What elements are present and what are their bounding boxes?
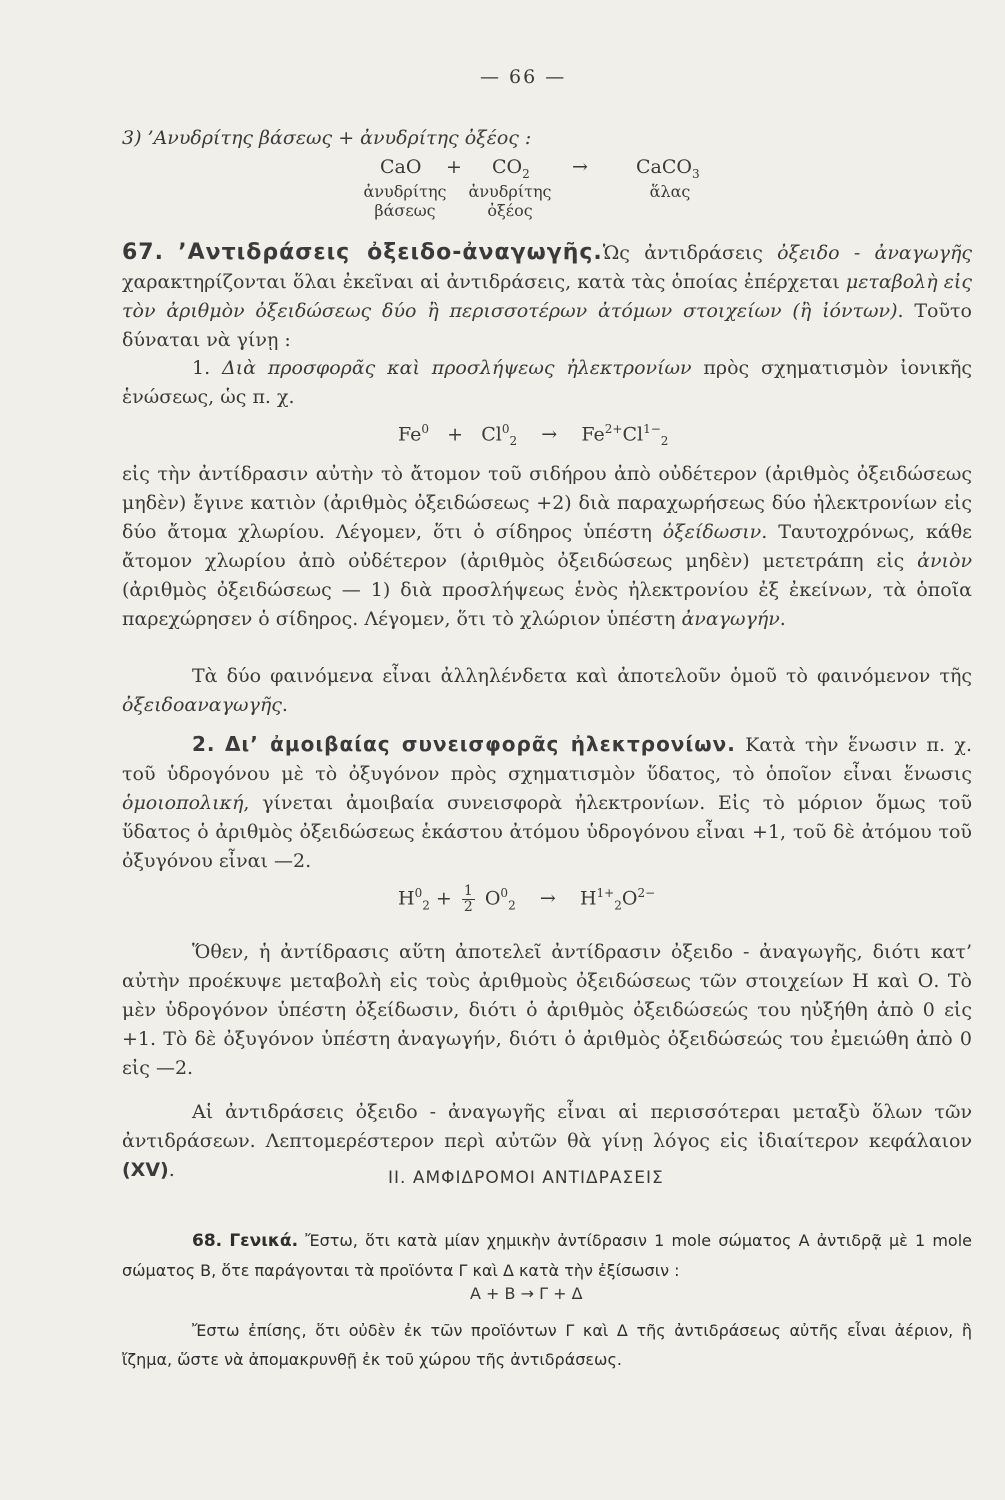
eq-caco3: CaCO$_3$ <box>636 156 700 181</box>
item2-title: Δι’ ἀμοιβαίας συνεισφορᾶς ἠλεκτρονίων. <box>224 732 736 756</box>
label-salt: ἅλας <box>649 182 691 201</box>
paragraph-oxidation: εἰς τὴν ἀντίδρασιν αὐτὴν τὸ ἄτομον τοῦ σιδήρου ἀπὸ οὐδέτερον (ἀριθμὸς ὀξειδώσεως μηδὲν) ἔγινε κατιὸν (ἀριθμὸς ὀξειδώσεως +2) διὰ παραχωρήσεως δύο ἠλεκτρονίων εἰς δύο ἄτομα χλωρίου. Λέγομεν, ὅτι ὁ σίδηρος ὑπέστη ὀξείδωσιν. Ταυτοχρόνως, κάθε ἄτομον χλωρίου ἀπὸ οὐδέτερον (ἀριθμὸς ὀξειδώσεως μηδὲν) μετετράπη εἰς ἀνιὸν (ἀριθμὸς ὀξειδώσεως — 1) διὰ προσλήψεως ἑνὸς ἠλεκτρονίου ἐξ ἐκείνων, τὰ ὁποῖα παρεχώρησεν ὁ σίδηρος. Λέγομεν, ὅτι τὸ χλώριον ὑπέστη ἀναγωγήν. <box>122 463 972 630</box>
label-anhydrite-acid: ἀνυδρίτης ὀξέος <box>468 182 552 220</box>
eq-co2: $CO_2$ <box>492 156 530 181</box>
page-number: — 66 — <box>480 66 567 88</box>
item2-paragraph: 2. Δι’ ἀμοιβαίας συνεισφορᾶς ἠλεκτρονίων. Κατὰ τὴν ἕνωσιν π. χ. τοῦ ὑδρογόνου μὲ τὸ ὀξυγόνον πρὸς σχηματισμὸν ὕδατος, τὸ ὁποῖον εἶναι ἕνωσις ὁμοιοπολική, γίνεται ἀμοιβαία συνεισφορὰ ἠλεκτρονίων. Εἰς τὸ μόριον ὅμως τοῦ ὕδατος ὁ ἀριθμὸς ὀξειδώσεως ἑκάστου ἀτόμου ὑδρογόνου εἶναι +1, τοῦ δὲ ἀτόμου τοῦ ὀξυγόνου εἶναι —2. <box>122 732 972 872</box>
equation-h2-o2: $H^0_2$ + $\frac{1}{2}$ $O^0_2$ → $H^{1+}_2O^{2-}$ <box>398 883 656 915</box>
paragraph-most-reactions: Αἱ ἀντιδράσεις ὀξειδο - ἀναγωγῆς εἶναι αἱ περισσότεραι μεταξὺ ὅλων τῶν ἀντιδράσεων. Λεπτομερέστερον περὶ αὐτῶν θὰ γίνῃ λόγος εἰς ἰδιαίτερον κεφάλαιον (XV). <box>122 1101 972 1181</box>
equation-general: Α + Β → Γ + Δ <box>470 1284 583 1303</box>
eq-arrow: → <box>572 156 588 178</box>
section-67-title: ’Αντιδράσεις ὀξειδο-ἀναγωγῆς. <box>178 240 603 265</box>
paragraph-conclusion: Ὅθεν, ἡ ἀντίδρασις αὕτη ἀποτελεῖ ἀντίδρασιν ὀξειδο - ἀναγωγῆς, διότι κατ’ αὐτὴν προέκυψε μεταβολὴ εἰς τοὺς ἀριθμοὺς ὀξειδώσεως τῶν στοιχείων Η καὶ Ο. Τὸ μὲν ὑδρογόνον ὑπέστη ὀξείδωσιν, διότι ὁ ἀριθμὸς ὀξειδώσεώς του ηὐξήθη ἀπὸ 0 εἰς +1. Τὸ δὲ ὀξυγόνον ὑπέστη ἀναγωγήν, διότι ὁ ἀριθμὸς ὀξειδώσεώς του ἐμειώθη ἀπὸ 0 εἰς —2. <box>122 941 972 1079</box>
item3-title: 3) ’Ανυδρίτης βάσεως + ἀνυδρίτης ὀξέος : <box>122 127 532 149</box>
equation-fe-cl: Fe$^0$ + $Cl^0_2$ → $Fe^{2+}Cl^{1-}_2$ <box>398 422 669 449</box>
section-68-title: Γενικά. <box>229 1231 299 1251</box>
section-heading-reversible-reactions: II. ΑΜΦΙΔΡΟΜΟΙ ΑΝΤΙΔΡΑΣΕΙΣ <box>388 1168 664 1188</box>
eq-cao: CaO <box>380 156 422 178</box>
paragraph-products: Ἔστω ἐπίσης, ὅτι οὐδὲν ἐκ τῶν προϊόντων Γ καὶ Δ τῆς ἀντιδράσεως αὐτῆς εἶναι ἀέριον, ἢ ἴζημα, ὥστε νὰ ἀπομακρυνθῇ ἐκ τοῦ χώρου τῆς ἀντιδράσεως. <box>122 1321 972 1369</box>
section-68-intro: 68. Γενικά. Ἔστω, ὅτι κατὰ μίαν χημικὴν ἀντίδρασιν 1 mole σώματος Α ἀντιδρᾷ μὲ 1 mole σώματος Β, ὅτε παράγονται τὰ προϊόντα Γ καὶ Δ κατὰ τὴν ἐξίσωσιν : <box>122 1231 973 1280</box>
item1-paragraph: 1. Διὰ προσφορᾶς καὶ προσλήψεως ἠλεκτρονίων πρὸς σχηματισμὸν ἰονικῆς ἑνώσεως, ὡς π. χ. <box>122 357 972 408</box>
section-67-intro: 67. ’Αντιδράσεις ὀξειδο-ἀναγωγῆς.Ὡς ἀντιδράσεις ὀξειδο - ἀναγωγῆς χαρακτηρίζονται ὅλαι ἐκεῖναι αἱ ἀντιδράσεις, κατὰ τὰς ὁποίας ἐπέρχεται μεταβολὴ εἰς τὸν ἀριθμὸν ὀξειδώσεως δύο ἢ περισσοτέρων ἀτόμων στοιχείων (ἢ ἰόντων). Τοῦτο δύναται νὰ γίνῃ : <box>122 240 972 351</box>
eq-plus: + <box>446 156 462 178</box>
paragraph-redox-phenomena: Τὰ δύο φαινόμενα εἶναι ἀλληλένδετα καὶ ἀποτελοῦν ὁμοῦ τὸ φαινόμενον τῆς ὀξειδοαναγωγῆς. <box>122 665 972 716</box>
label-anhydrite-base: ἀνυδρίτης βάσεως <box>363 182 447 220</box>
